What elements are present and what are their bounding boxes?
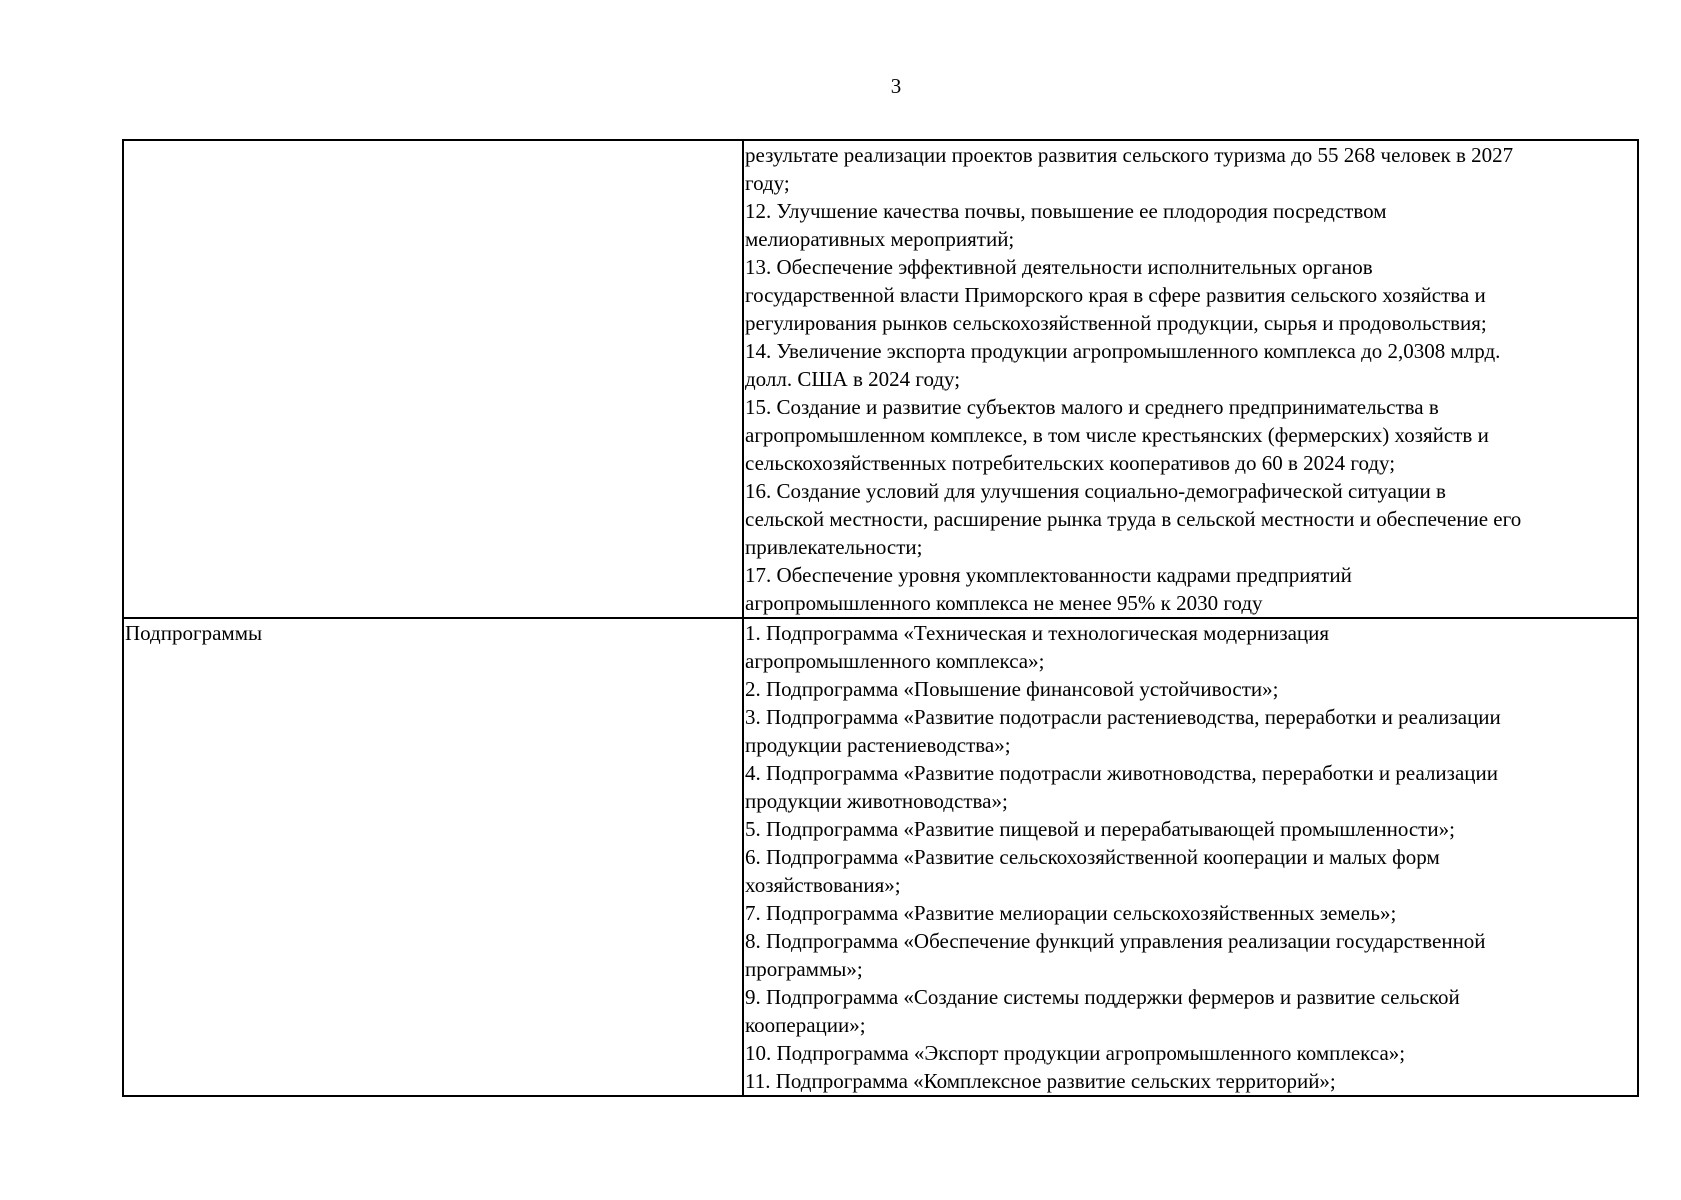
content-line: программы»; [745, 957, 863, 981]
content-line: 16. Создание условий для улучшения социально-демографической ситуации в [745, 479, 1446, 503]
page-number: 3 [890, 74, 902, 98]
content-line: 6. Подпрограмма «Развитие сельскохозяйственной кооперации и малых форм [745, 845, 1440, 869]
content-line: 4. Подпрограмма «Развитие подотрасли животноводства, переработки и реализации [745, 761, 1499, 785]
content-line: 5. Подпрограмма «Развитие пищевой и перерабатывающей промышленности»; [745, 817, 1455, 841]
content-line: продукции животноводства»; [745, 789, 1008, 813]
content-line: 11. Подпрограмма «Комплексное развитие сельских территорий»; [745, 1069, 1336, 1093]
table-row-subprograms [123, 618, 1638, 1096]
row-content [743, 618, 1638, 1096]
content-line: кооперации»; [745, 1013, 866, 1037]
content-line: 17. Обеспечение уровня укомплектованности кадрами предприятий [745, 563, 1352, 587]
content-line: государственной власти Приморского края в сфере развития сельского хозяйства и [745, 283, 1486, 307]
content-line: результате реализации проектов развития сельского туризма до 55 268 человек в 2027 [745, 143, 1514, 167]
content-line: долл. США в 2024 году; [745, 367, 961, 391]
content-line: мелиоративных мероприятий; [745, 227, 1015, 251]
content-line: привлекательности; [745, 535, 923, 559]
content-line: регулирования рынков сельскохозяйственной продукции, сырья и продовольствия; [745, 311, 1487, 335]
content-line: продукции растениеводства»; [745, 733, 1011, 757]
row-label [123, 140, 743, 618]
content-line: 1. Подпрограмма «Техническая и технологическая модернизация [745, 621, 1330, 645]
content-line: 2. Подпрограмма «Повышение финансовой устойчивости»; [745, 677, 1279, 701]
content-line: 14. Увеличение экспорта продукции агропромышленного комплекса до 2,0308 млрд. [745, 339, 1501, 363]
content-line: 7. Подпрограмма «Развитие мелиорации сельскохозяйственных земель»; [745, 901, 1397, 925]
content-line: 8. Подпрограмма «Обеспечение функций управления реализации государственной [745, 929, 1486, 953]
row-label: Подпрограммы [123, 618, 743, 1096]
passport-table [122, 139, 1639, 1097]
content-line: сельской местности, расширение рынка труда в сельской местности и обеспечение его [745, 507, 1522, 531]
row-content [743, 140, 1638, 618]
content-line: хозяйствования»; [745, 873, 901, 897]
table-row-goals [123, 140, 1638, 618]
content-line: 15. Создание и развитие субъектов малого и среднего предпринимательства в [745, 395, 1439, 419]
content-line: году; [745, 171, 790, 195]
content-line: 13. Обеспечение эффективной деятельности исполнительных органов [745, 255, 1373, 279]
content-line: сельскохозяйственных потребительских кооперативов до 60 в 2024 году; [745, 451, 1396, 475]
content-line: 9. Подпрограмма «Создание системы поддержки фермеров и развитие сельской [745, 985, 1460, 1009]
content-line: 10. Подпрограмма «Экспорт продукции агропромышленного комплекса»; [745, 1041, 1406, 1065]
content-line: агропромышленного комплекса»; [745, 649, 1045, 673]
content-line: 3. Подпрограмма «Развитие подотрасли растениеводства, переработки и реализации [745, 705, 1501, 729]
content-line: агропромышленном комплексе, в том числе крестьянских (фермерских) хозяйств и [745, 423, 1489, 447]
content-line: 12. Улучшение качества почвы, повышение ее плодородия посредством [745, 199, 1387, 223]
content-line: агропромышленного комплекса не менее 95% к 2030 году [745, 591, 1263, 615]
